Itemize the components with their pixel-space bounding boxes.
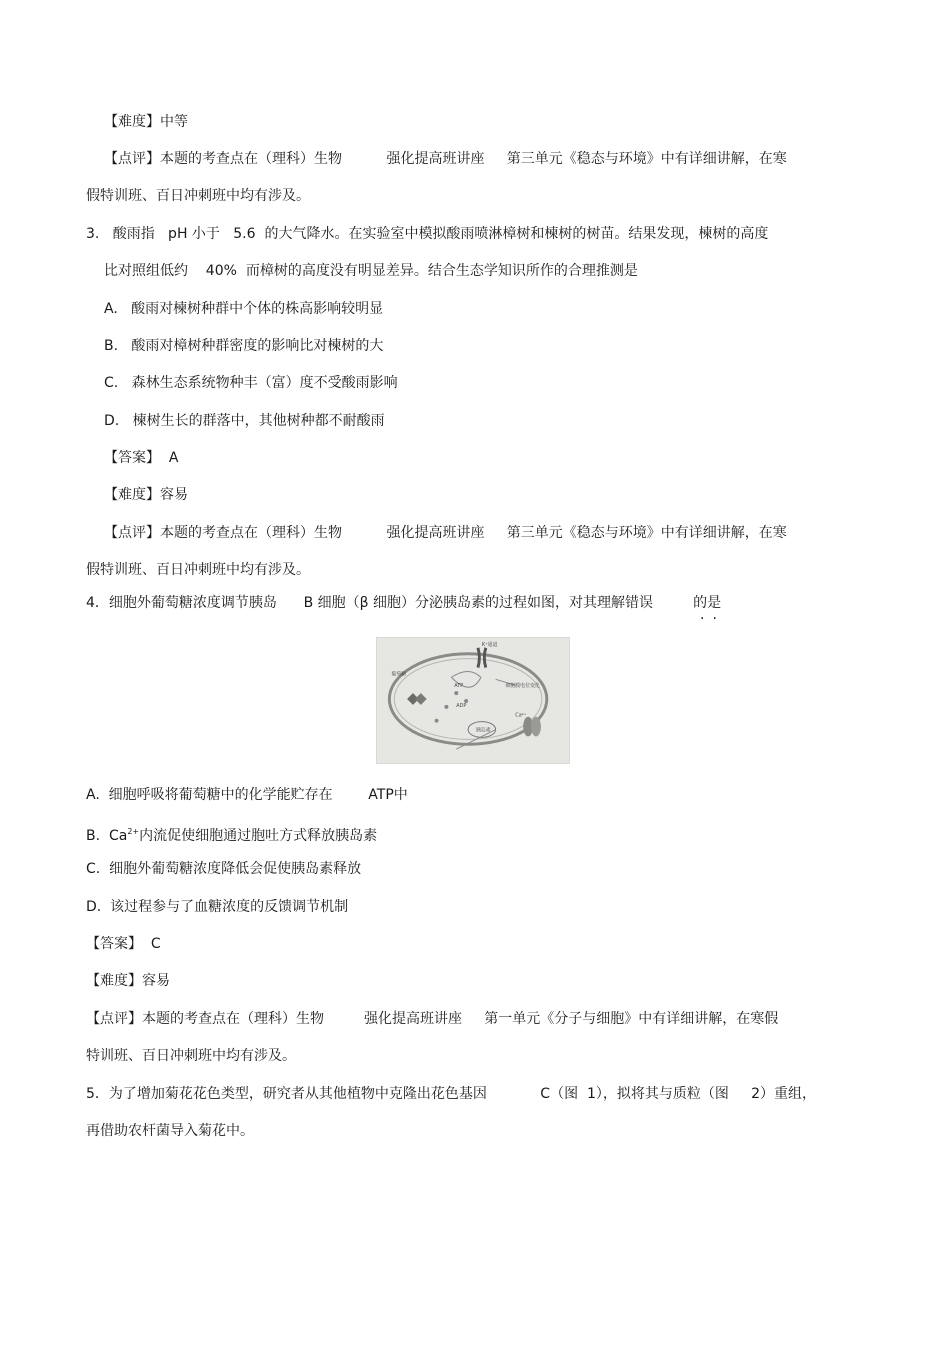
beta-cell-diagram xyxy=(377,638,569,763)
q4-comment-line2: 特训班、百日冲刺班中均有涉及。 xyxy=(86,1048,296,1064)
q5-stem-line2: 再借助农杆菌导入菊花中。 xyxy=(86,1123,254,1139)
q2-difficulty: 【难度】中等 xyxy=(104,114,188,130)
q4-option-b-superscript: 2+ xyxy=(127,827,140,836)
q4-option-a: A. 细胞呼吸将葡萄糖中的化学能贮存在 ATP中 xyxy=(86,787,408,803)
q3-answer: 【答案】 A xyxy=(104,450,179,466)
q3-stem-line2: 比对照组低约 40% 而樟树的高度没有明显差异。结合生态学知识所作的合理推测是 xyxy=(104,263,638,279)
q4-comment-line1: 【点评】本题的考查点在（理科）生物 强化提高班讲座 第一单元《分子与细胞》中有详细讲解，在寒假 xyxy=(86,1011,779,1027)
q3-option-c: C. 森林生态系统物种丰（富）度不受酸雨影响 xyxy=(104,375,398,391)
label-glucose: 葡萄糖 xyxy=(391,671,407,678)
q4-option-b-text: 内流促使细胞通过胞吐方式释放胰岛素 xyxy=(139,828,378,844)
q3-option-a: A. 酸雨对楝树种群中个体的株高影响较明显 xyxy=(104,301,384,317)
q2-comment-line2: 假特训班、百日冲刺班中均有涉及。 xyxy=(86,188,310,204)
q3-difficulty: 【难度】容易 xyxy=(104,487,188,503)
q4-option-b xyxy=(86,823,377,845)
q4-difficulty: 【难度】容易 xyxy=(86,973,170,989)
q4-option-b-prefix: B. Ca xyxy=(86,828,128,844)
q2-comment-line1: 【点评】本题的考查点在（理科）生物 强化提高班讲座 第三单元《稳态与环境》中有详细讲解，在寒 xyxy=(104,151,787,167)
q3-comment-line1: 【点评】本题的考查点在（理科）生物 强化提高班讲座 第三单元《稳态与环境》中有详细讲解，在寒 xyxy=(104,525,787,541)
q4-emphasis-dots: .. xyxy=(700,607,725,623)
label-membrane-potential: 细胞膜电位变化 xyxy=(505,683,540,690)
q4-answer: 【答案】 C xyxy=(86,936,161,952)
q3-option-d: D. 楝树生长的群落中，其他树种都不耐酸雨 xyxy=(104,413,385,429)
q4-option-d: D. 该过程参与了血糖浓度的反馈调节机制 xyxy=(86,899,349,915)
q4-stem: 4．细胞外葡萄糖浓度调节胰岛 B 细胞（β 细胞）分泌胰岛素的过程如图，对其理解错误 的是 xyxy=(86,595,722,611)
label-ca: Ca²⁺ xyxy=(515,712,527,719)
label-insulin: 胰岛素 xyxy=(475,727,491,734)
label-k-channel: K⁺通道 xyxy=(481,641,498,648)
q3-option-b: B. 酸雨对樟树种群密度的影响比对楝树的大 xyxy=(104,338,384,354)
q3-stem-line1: 3. 酸雨指 pH 小于 5.6 的大气降水。在实验室中模拟酸雨喷淋樟树和楝树的树苗。结果发现，楝树的高度 xyxy=(86,226,769,242)
label-adp: ADP xyxy=(456,702,467,709)
q4-option-c: C. 细胞外葡萄糖浓度降低会促使胰岛素释放 xyxy=(86,861,362,877)
label-atp: ATP xyxy=(454,683,464,690)
beta-cell-insulin-figure xyxy=(376,637,570,764)
q3-comment-line2: 假特训班、百日冲刺班中均有涉及。 xyxy=(86,562,310,578)
q5-stem-line1: 5．为了增加菊花花色类型，研究者从其他植物中克隆出花色基因 C（图 1），拟将其与质粒（图 2）重组， xyxy=(86,1086,817,1102)
